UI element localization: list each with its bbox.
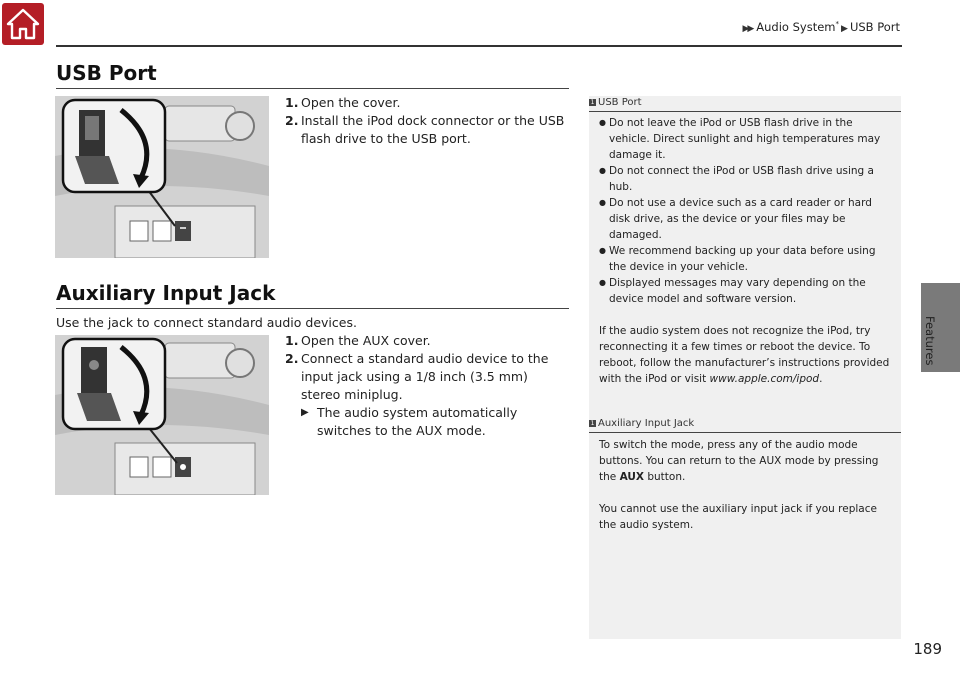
breadcrumb-asterisk: * bbox=[835, 20, 840, 29]
note-usb-bullet: ● Displayed messages may vary depending on the device model and software version. bbox=[599, 275, 891, 307]
note-usb-paragraph bbox=[599, 323, 891, 387]
apple-link[interactable]: www.apple.com/ipod bbox=[709, 373, 820, 385]
result-arrow-icon: ▶ bbox=[301, 407, 309, 418]
note-usb-bullet: ● Do not use a device such as a card reader or hard disk drive, as the device or your files may be damaged. bbox=[599, 195, 891, 243]
note-usb-number: 1 bbox=[590, 98, 595, 106]
aux-step-2-text: Connect a standard audio device to the input jack using a 1/8 inch (3.5 mm) stereo miniplug. bbox=[301, 351, 549, 402]
note-aux-number: 1 bbox=[590, 419, 595, 427]
aux-step-1 bbox=[285, 332, 570, 350]
breadcrumb bbox=[742, 20, 900, 34]
aux-step-2 bbox=[285, 350, 570, 404]
usb-heading-rule bbox=[56, 88, 569, 89]
usb-step-1-number: 1. bbox=[285, 95, 299, 110]
breadcrumb-section[interactable]: Audio System bbox=[756, 20, 836, 34]
note-usb-bullet: ● Do not connect the iPod or USB flash drive using a hub. bbox=[599, 163, 891, 195]
note-usb-bullet: ● Do not leave the iPod or USB flash drive in the vehicle. Direct sunlight and high temperatures may damage it. bbox=[599, 115, 891, 163]
note-usb-body bbox=[599, 115, 891, 387]
note-aux-paragraph-2: You cannot use the auxiliary input jack if you replace the audio system. bbox=[599, 503, 877, 531]
note-usb-paragraph-text: If the audio system does not recognize the iPod, try reconnecting it a few times or reboot the device. To reboot, follow the manufacturer’s instructions provided with the iPod or visit bbox=[599, 325, 890, 385]
aux-heading: Auxiliary Input Jack bbox=[56, 281, 276, 305]
breadcrumb-page: USB Port bbox=[849, 20, 900, 34]
aux-step-1-number: 1. bbox=[285, 333, 299, 348]
side-tab-label: Features bbox=[923, 316, 937, 366]
header-rule bbox=[56, 45, 902, 47]
note-usb-rule bbox=[589, 111, 901, 112]
home-icon[interactable] bbox=[2, 3, 44, 45]
note-aux-title: Auxiliary Input Jack bbox=[598, 418, 695, 429]
note-usb-bullets bbox=[599, 115, 891, 307]
usb-step-2 bbox=[285, 112, 570, 148]
usb-step-1 bbox=[285, 94, 570, 112]
usb-port-illustration bbox=[55, 96, 269, 258]
note-aux-p1-end: button. bbox=[644, 471, 686, 483]
usb-step-2-number: 2. bbox=[285, 113, 299, 128]
breadcrumb-separator: ▶ bbox=[841, 24, 846, 34]
usb-step-2-text: Install the iPod dock connector or the USB flash drive to the USB port. bbox=[301, 113, 565, 146]
page-number: 189 bbox=[913, 640, 942, 658]
note-aux-body bbox=[599, 437, 891, 533]
note-usb-title: USB Port bbox=[598, 97, 642, 108]
note-aux-paragraph-1 bbox=[599, 437, 891, 485]
usb-step-1-text: Open the cover. bbox=[301, 95, 401, 110]
note-usb-header bbox=[589, 97, 901, 108]
aux-jack-illustration bbox=[55, 335, 269, 495]
usb-steps bbox=[285, 94, 570, 148]
note-aux-rule bbox=[589, 432, 901, 433]
aux-result-text: The audio system automatically switches to the AUX mode. bbox=[317, 405, 518, 438]
usb-heading: USB Port bbox=[56, 61, 157, 85]
aux-steps bbox=[285, 332, 570, 440]
note-aux-p1-text: To switch the mode, press any of the audio mode buttons. You can return to the AUX mode by pressing the bbox=[599, 439, 879, 483]
aux-step-1-text: Open the AUX cover. bbox=[301, 333, 431, 348]
note-usb-bullet: ● We recommend backing up your data before using the device in your vehicle. bbox=[599, 243, 891, 275]
note-usb-paragraph-end: . bbox=[819, 373, 823, 385]
aux-heading-rule bbox=[56, 308, 569, 309]
breadcrumb-arrows: ▶▶ bbox=[742, 24, 753, 34]
aux-intro: Use the jack to connect standard audio devices. bbox=[56, 315, 357, 330]
note-aux-header bbox=[589, 418, 901, 429]
aux-result bbox=[301, 404, 570, 440]
aux-button-label: AUX bbox=[619, 471, 645, 483]
aux-step-2-number: 2. bbox=[285, 351, 299, 366]
